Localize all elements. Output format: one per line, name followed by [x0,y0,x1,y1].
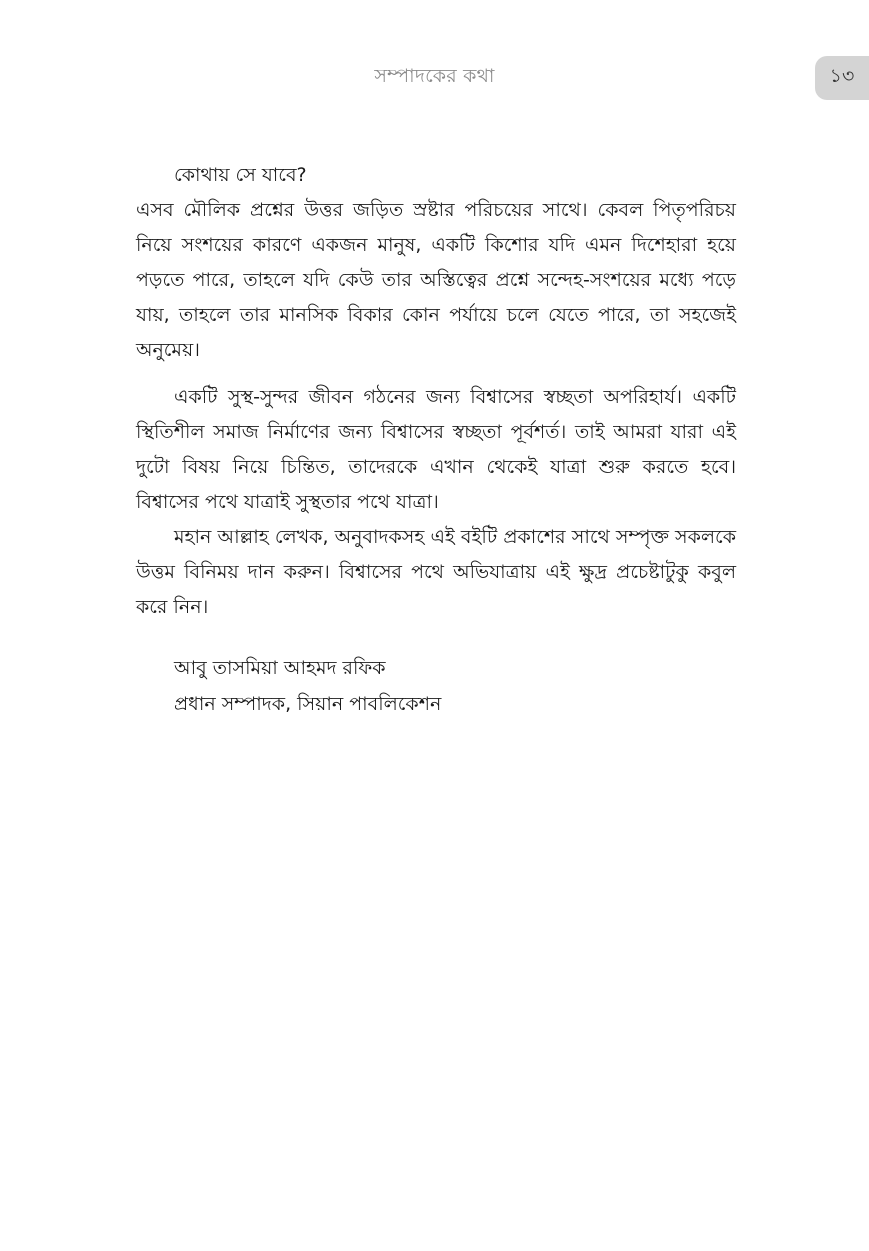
paragraph-identity: এসব মৌলিক প্রশ্নের উত্তর জড়িত স্রষ্টার পরিচয়ের সাথে। কেবল পিতৃপরিচয় নিয়ে সংশয়ের কারণে একজন মানুষ, একটি কিশোর যদি এমন দিশেহারা হয়ে পড়তে পারে, তাহলে যদি কেউ তার অস্তিত্বের প্রশ্নে সন্দেহ-সংশয়ের মধ্যে পড়ে যায়, তাহলে তার মানসিক বিকার কোন পর্যায়ে চলে যেতে পারে, তা সহজেই অনুমেয়। [136,199,736,361]
running-head-title: সম্পাদকের কথা [374,65,495,87]
body-text [136,158,736,625]
page-number: ১৩ [829,65,855,87]
paragraph-faith: একটি সুস্থ-সুন্দর জীবন গঠনের জন্য বিশ্বাসের স্বচ্ছতা অপরিহার্য। একটি স্থিতিশীল সমাজ নির্মাণের জন্য বিশ্বাসের স্বচ্ছতা পূর্বশর্ত। তাই আমরা যারা এই দুটো বিষয় নিয়ে চিন্তিত, তাদেরকে এখান থেকেই যাত্রা শুরু করতে হবে। বিশ্বাসের পথে যাত্রাই সুস্থতার পথে যাত্রা। [136,386,736,513]
paragraph-prayer: মহান আল্লাহ লেখক, অনুবাদকসহ এই বইটি প্রকাশের সাথে সম্পৃক্ত সকলকে উত্তম বিনিময় দান করুন। বিশ্বাসের পথে অভিযাত্রায় এই ক্ষুদ্র প্রচেষ্টাটুকু কবুল করে নিন। [136,526,736,618]
signature-name: আবু তাসমিয়া আহমদ রফিক [174,657,386,679]
page-number-tab [815,56,869,100]
signature-block [174,650,441,722]
paragraph-question: কোথায় সে যাবে? [174,164,307,186]
signature-title: প্রধান সম্পাদক, সিয়ান পাবলিকেশন [174,693,442,715]
